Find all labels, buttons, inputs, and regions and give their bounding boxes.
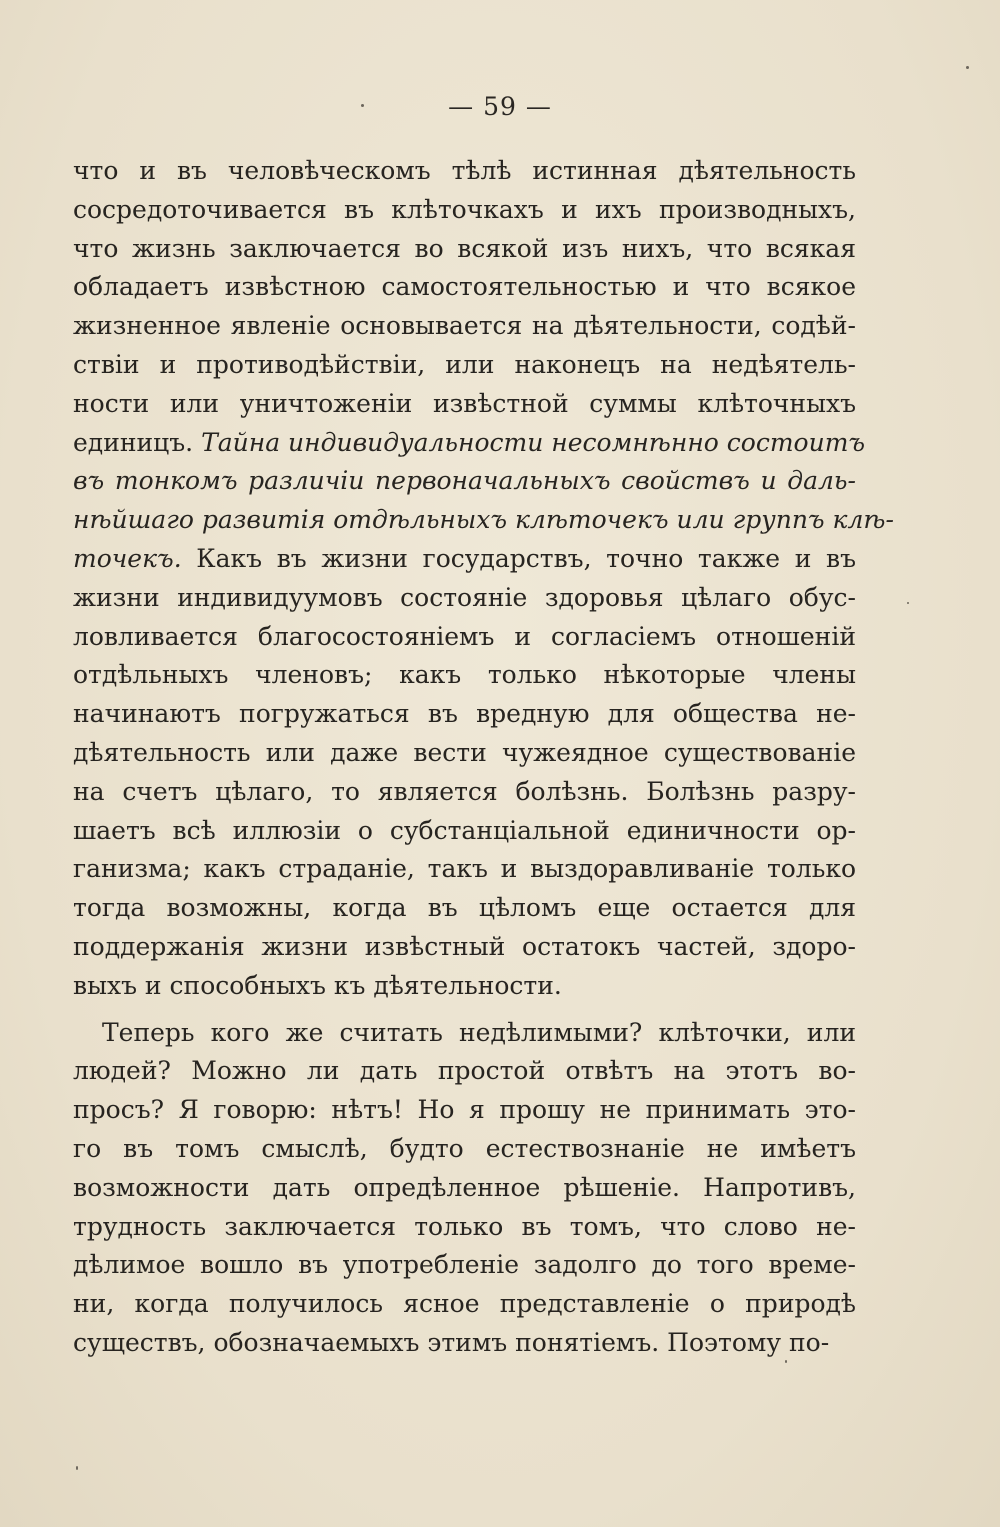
text-segment: обладаетъ извѣстною самостоятельностью и что всякое [73, 272, 856, 302]
text-line [73, 1052, 856, 1091]
text-line [73, 1169, 856, 1208]
text-segment: единицъ. [73, 427, 202, 457]
italic-text-segment: точекъ. [73, 543, 182, 573]
paragraph-2 [73, 1014, 856, 1363]
text-line [73, 1208, 856, 1247]
text-segment: ствіи и противодѣйствіи, или наконецъ на недѣятель- [73, 349, 856, 379]
text-segment: го въ томъ смыслѣ, будто естествознаніе не имѣетъ [73, 1133, 856, 1163]
text-segment: выхъ и способныхъ къ дѣятельности. [73, 970, 562, 1000]
paper-speck [785, 1360, 787, 1363]
text-line [73, 734, 856, 773]
italic-text-segment: нѣйшаго развитія отдѣльныхъ клѣточекъ или группъ клѣ- [73, 505, 894, 535]
text-segment: тогда возможны, когда въ цѣломъ еще остается для [73, 893, 856, 923]
italic-text-segment: Тайна индивидуальности несомнѣнно состоитъ [201, 427, 866, 457]
text-line [73, 928, 856, 967]
text-line [73, 268, 856, 307]
text-line [73, 812, 856, 851]
text-segment: на счетъ цѣлаго, то является болѣзнь. Болѣзнь разру- [73, 776, 856, 806]
text-line [73, 501, 894, 540]
text-segment: ности или уничтоженіи извѣстной суммы клѣточныхъ [73, 388, 856, 418]
text-segment: возможности дать опредѣленное рѣшеніе. Напротивъ, [73, 1172, 856, 1202]
text-segment: людей? Можно ли дать простой отвѣтъ на этотъ во- [73, 1056, 856, 1086]
text-line [73, 152, 856, 191]
text-segment: дѣятельность или даже вести чужеядное существованіе [73, 737, 856, 767]
text-line [73, 191, 856, 230]
text-line [73, 1285, 856, 1324]
paper-speck [361, 104, 364, 107]
text-line [73, 385, 856, 424]
text-segment: начинаютъ погружаться въ вредную для общества не- [73, 699, 856, 729]
text-segment: дѣлимое вошло въ употребленіе задолго до того време- [73, 1250, 856, 1280]
text-line [73, 424, 866, 463]
text-line [73, 773, 856, 812]
text-line [73, 850, 856, 889]
text-line [73, 230, 856, 269]
paragraph-1 [73, 152, 894, 1006]
text-segment: сосредоточивается въ клѣточкахъ и ихъ производныхъ, [73, 194, 856, 224]
text-line [73, 618, 856, 657]
text-line [73, 695, 856, 734]
text-line [73, 1130, 856, 1169]
text-segment: что жизнь заключается во всякой изъ нихъ, что всякая [73, 233, 856, 263]
text-segment: поддержанія жизни извѣстный остатокъ частей, здоро- [73, 931, 856, 961]
text-segment: существъ, обозначаемыхъ этимъ понятіемъ. Поэтому по- [73, 1327, 830, 1357]
text-line [73, 579, 856, 618]
text-segment: просъ? Я говорю: нѣтъ! Но я прошу не принимать это- [73, 1095, 856, 1125]
page-number: — 59 — [448, 92, 552, 121]
body-text [73, 152, 894, 1363]
text-segment: Теперь кого же считать недѣлимыми? клѣточки, или [102, 1017, 856, 1047]
text-segment: жизненное явленіе основывается на дѣятельности, содѣй- [73, 311, 856, 341]
text-line [73, 540, 856, 579]
text-line [73, 462, 856, 501]
text-segment: что и въ человѣческомъ тѣлѣ истинная дѣятельность [73, 156, 856, 185]
text-segment: жизни индивидуумовъ состояніе здоровья цѣлаго обус- [73, 582, 856, 612]
text-segment: ни, когда получилось ясное представленіе о природѣ [73, 1289, 856, 1319]
text-line [73, 346, 856, 385]
text-line [73, 1324, 856, 1363]
italic-text-segment: въ тонкомъ различіи первоначальныхъ свойствъ и даль- [73, 466, 856, 496]
text-line [73, 1014, 856, 1053]
text-segment: отдѣльныхъ членовъ; какъ только нѣкоторые члены [73, 660, 856, 690]
paper-speck [966, 66, 969, 69]
paper-speck [907, 602, 909, 604]
text-segment: Какъ въ жизни государствъ, точно также и въ [181, 543, 856, 573]
text-line [73, 1246, 856, 1285]
text-line [73, 307, 856, 346]
text-segment: ловливается благосостояніемъ и согласіемъ отношеній [73, 621, 856, 651]
text-line [73, 967, 856, 1006]
text-segment: ганизма; какъ страданіе, такъ и выздоравливаніе только [73, 854, 856, 884]
text-line [73, 1091, 856, 1130]
paper-speck [76, 1466, 78, 1470]
text-line [73, 656, 856, 695]
text-segment: шаетъ всѣ иллюзіи о субстанціальной единичности ор- [73, 815, 856, 845]
text-line [73, 889, 856, 928]
text-segment: трудность заключается только въ томъ, что слово не- [73, 1211, 856, 1241]
